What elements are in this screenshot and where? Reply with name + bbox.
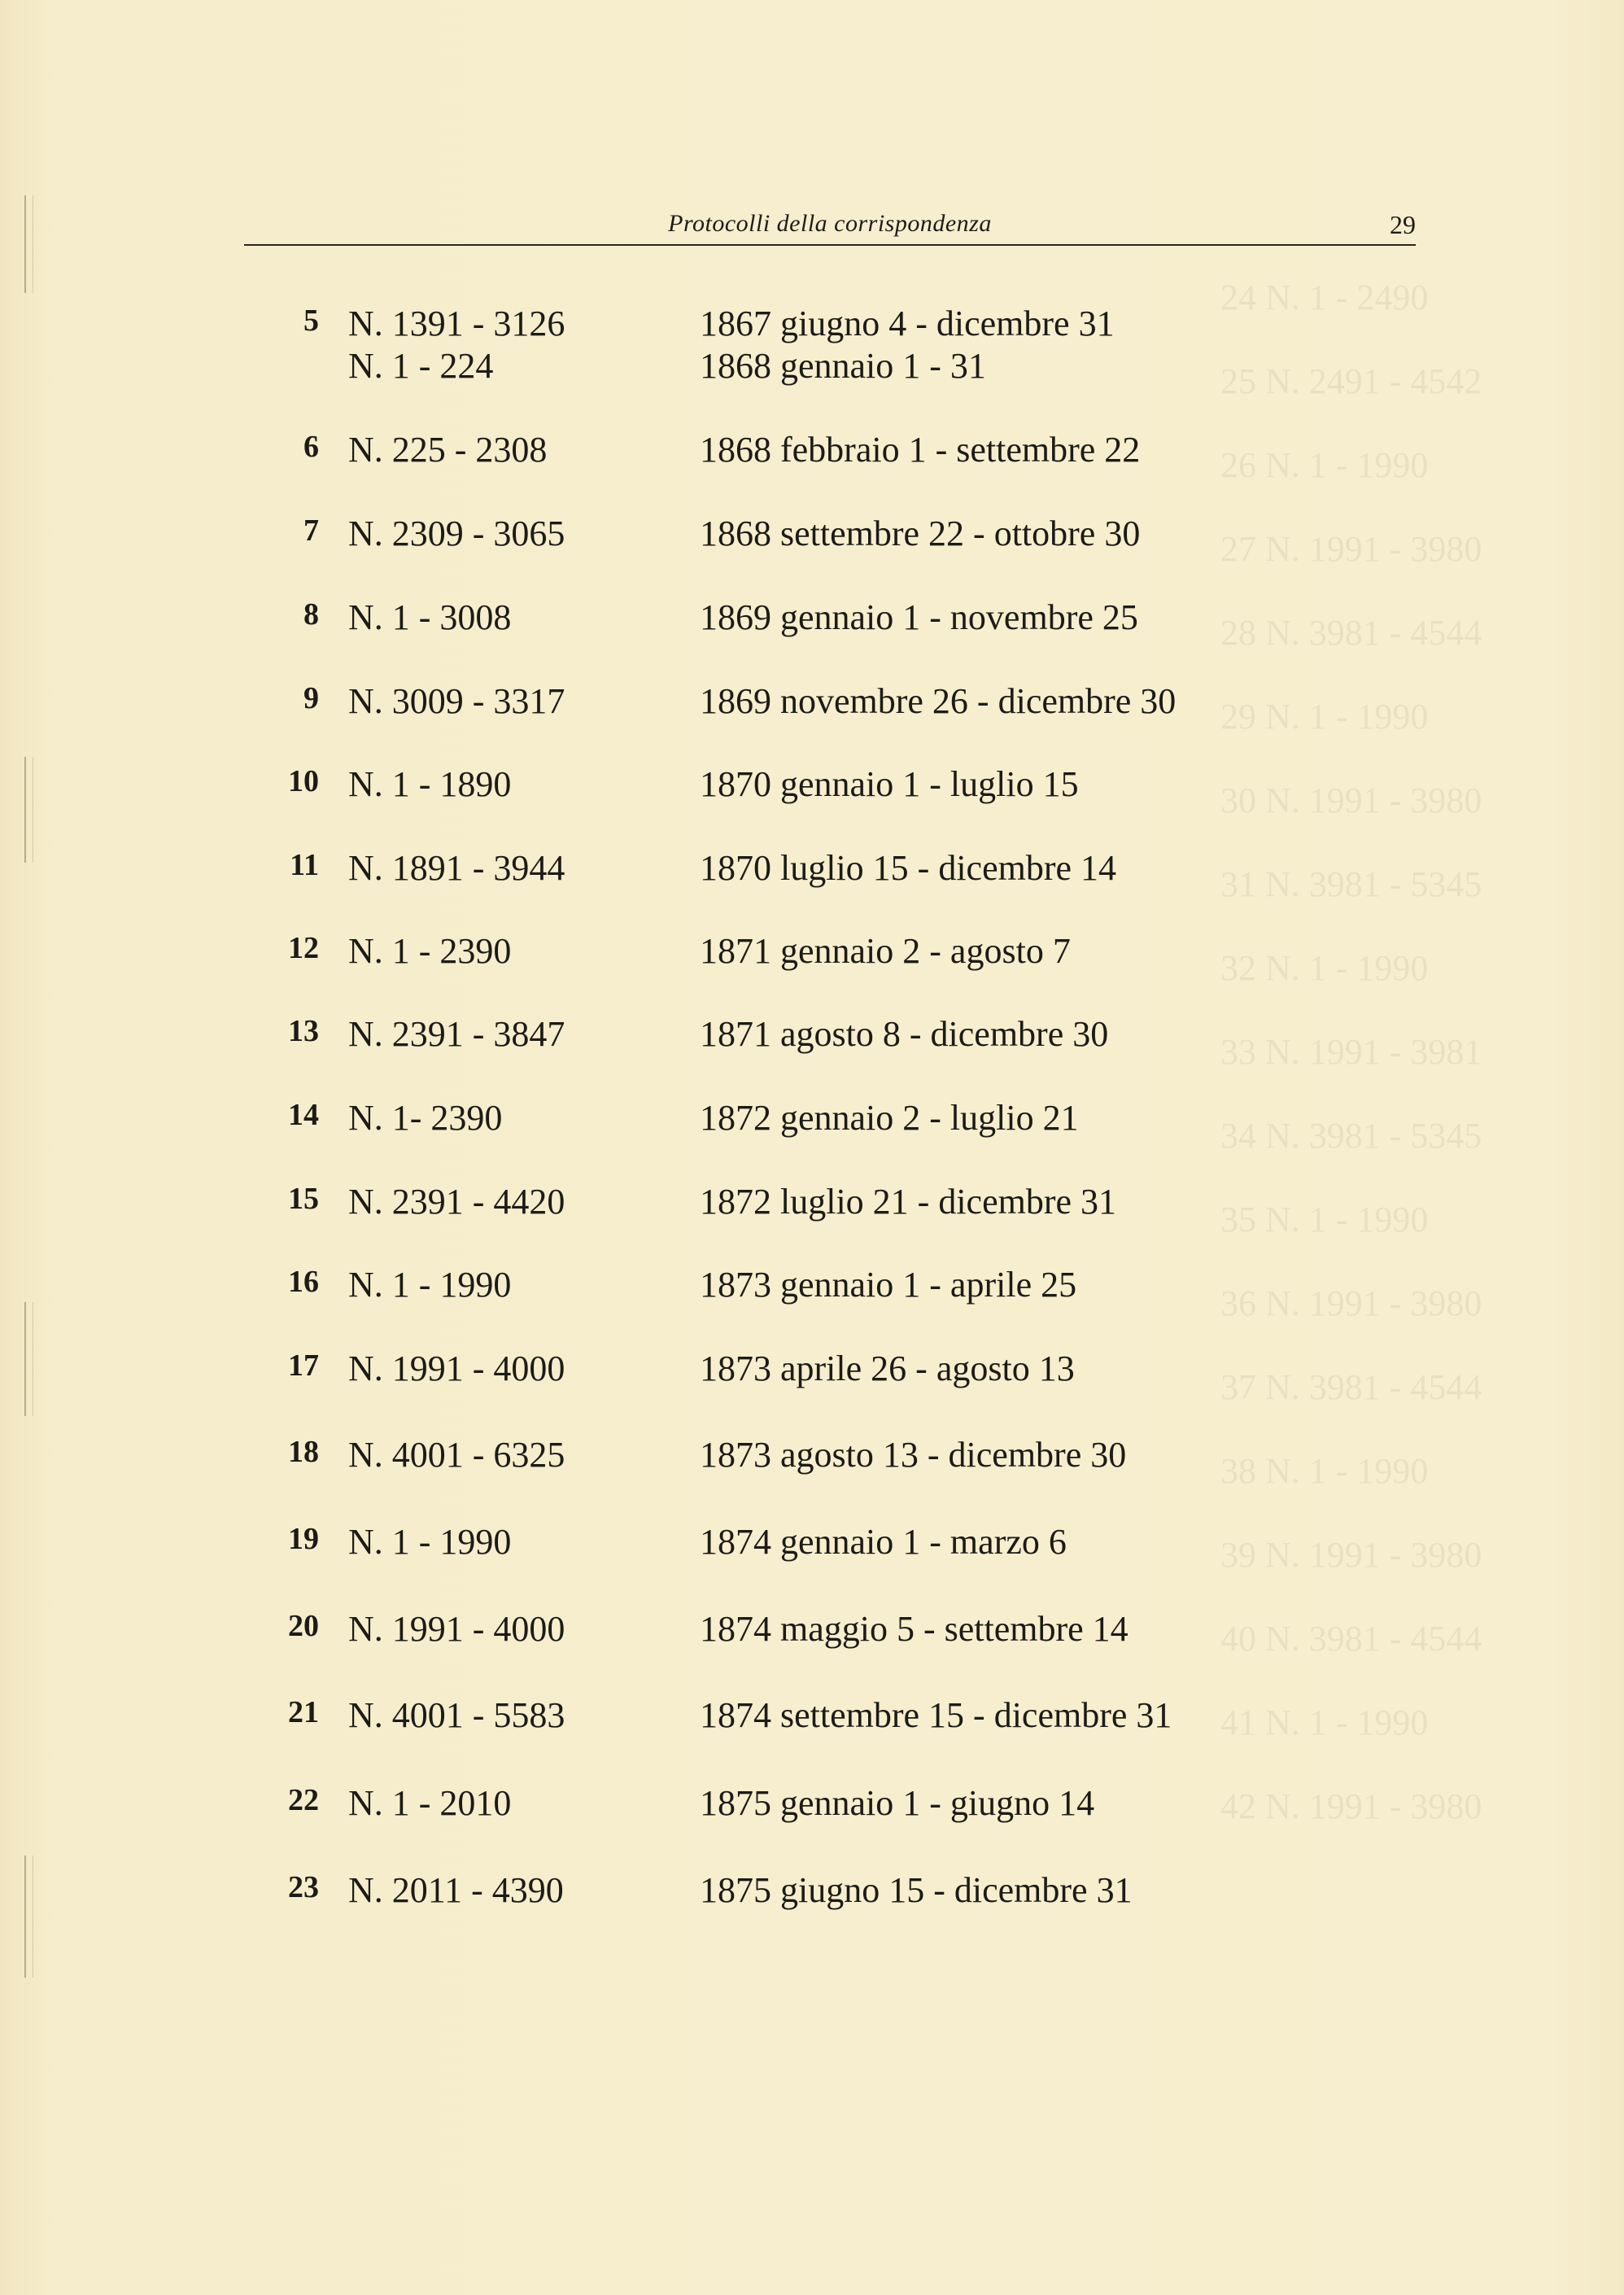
volume-number: 23 bbox=[288, 1870, 319, 1904]
protocol-range: N. 2391 - 3847 bbox=[348, 1014, 565, 1054]
table-row bbox=[0, 1694, 1624, 1776]
volume-number: 10 bbox=[288, 764, 319, 798]
volume-number: 13 bbox=[288, 1014, 319, 1048]
table-row bbox=[0, 597, 1624, 678]
bleed-through-text: 24 N. 1 - 2490 25 N. 2491 - 4542 26 N. 1 - 1990 27 N. 1991 - 3980 28 N. 3981 - 4544 29 N. 1 - 1990 30 N. 1991 - 3980 31 N. 3981 - 5345 32 N. 1 - 1990 33 N. 1991 - 3981 34 N. 3981 - 5345 35 N. 1 - 1990 36 N. 1991 - 3980 37 N. 3981 - 4544 38 N. 1 - 1990 39 N. 1991 - 3980 40 N. 3981 - 4544 41 N. 1 - 1990 42 N. 1991 - 3980 bbox=[1220, 278, 1482, 1826]
table-row bbox=[0, 847, 1624, 929]
page-number: 29 bbox=[1390, 210, 1416, 239]
volume-number: 11 bbox=[290, 848, 319, 882]
table-row bbox=[0, 513, 1624, 594]
protocol-range: N. 1 - 224 bbox=[348, 346, 494, 386]
volume-number: 22 bbox=[288, 1783, 319, 1817]
date-range: 1875 gennaio 1 - giugno 14 bbox=[700, 1783, 1095, 1823]
running-title: Protocolli della corrispondenza bbox=[668, 210, 992, 237]
volume-number: 19 bbox=[288, 1522, 319, 1556]
protocol-range: N. 4001 - 5583 bbox=[348, 1695, 565, 1735]
date-range: 1871 gennaio 2 - agosto 7 bbox=[700, 931, 1071, 971]
table-row bbox=[0, 345, 1624, 426]
date-range: 1874 settembre 15 - dicembre 31 bbox=[700, 1695, 1172, 1735]
volume-number: 16 bbox=[288, 1265, 319, 1299]
volume-number: 5 bbox=[303, 304, 319, 338]
table-row bbox=[0, 1348, 1624, 1429]
protocol-range: N. 1- 2390 bbox=[348, 1098, 503, 1138]
date-range: 1871 agosto 8 - dicembre 30 bbox=[700, 1014, 1109, 1054]
table-row bbox=[0, 763, 1624, 845]
volume-number: 15 bbox=[288, 1182, 319, 1216]
protocol-range: N. 1 - 1990 bbox=[348, 1265, 512, 1305]
date-range: 1873 agosto 13 - dicembre 30 bbox=[700, 1435, 1127, 1475]
volume-number: 18 bbox=[288, 1435, 319, 1469]
date-range: 1874 maggio 5 - settembre 14 bbox=[700, 1609, 1129, 1649]
protocol-range: N. 1991 - 4000 bbox=[348, 1609, 565, 1649]
volume-number: 20 bbox=[288, 1609, 319, 1643]
binding-stitch bbox=[24, 195, 33, 293]
table-row bbox=[0, 1608, 1624, 1690]
volume-number: 7 bbox=[303, 514, 319, 548]
table-row bbox=[0, 930, 1624, 1012]
date-range: 1869 gennaio 1 - novembre 25 bbox=[700, 597, 1138, 637]
volume-number: 17 bbox=[288, 1349, 319, 1383]
volume-number: 12 bbox=[288, 931, 319, 965]
date-range: 1874 gennaio 1 - marzo 6 bbox=[700, 1522, 1067, 1562]
protocol-range: N. 1 - 3008 bbox=[348, 597, 512, 637]
date-range: 1873 aprile 26 - agosto 13 bbox=[700, 1349, 1075, 1388]
protocol-range: N. 1391 - 3126 bbox=[348, 304, 565, 343]
table-row bbox=[0, 1097, 1624, 1178]
date-range: 1870 luglio 15 - dicembre 14 bbox=[700, 848, 1117, 888]
volume-number: 21 bbox=[288, 1695, 319, 1729]
table-row bbox=[0, 1782, 1624, 1864]
volume-number: 6 bbox=[303, 430, 319, 464]
protocol-range: N. 1 - 2390 bbox=[348, 931, 512, 971]
protocol-range: N. 2391 - 4420 bbox=[348, 1182, 565, 1222]
table-row bbox=[0, 1434, 1624, 1515]
table-row bbox=[0, 1869, 1624, 1951]
date-range: 1872 gennaio 2 - luglio 21 bbox=[700, 1098, 1079, 1138]
protocol-range: N. 1 - 2010 bbox=[348, 1783, 512, 1823]
table-row bbox=[0, 1013, 1624, 1095]
date-range: 1875 giugno 15 - dicembre 31 bbox=[700, 1870, 1133, 1910]
protocol-range: N. 1 - 1990 bbox=[348, 1522, 512, 1562]
date-range: 1868 settembre 22 - ottobre 30 bbox=[700, 514, 1141, 553]
table-row bbox=[0, 1181, 1624, 1262]
date-range: 1868 gennaio 1 - 31 bbox=[700, 346, 986, 386]
date-range: 1867 giugno 4 - dicembre 31 bbox=[700, 304, 1115, 343]
date-range: 1868 febbraio 1 - settembre 22 bbox=[700, 430, 1141, 470]
date-range: 1872 luglio 21 - dicembre 31 bbox=[700, 1182, 1117, 1222]
page-header bbox=[244, 203, 1416, 246]
protocol-range: N. 2309 - 3065 bbox=[348, 514, 565, 553]
table-row bbox=[0, 1521, 1624, 1602]
volume-number: 9 bbox=[303, 681, 319, 715]
protocol-range: N. 3009 - 3317 bbox=[348, 681, 565, 721]
date-range: 1869 novembre 26 - dicembre 30 bbox=[700, 681, 1177, 721]
protocol-range: N. 1991 - 4000 bbox=[348, 1349, 565, 1388]
table-row bbox=[0, 1264, 1624, 1345]
date-range: 1870 gennaio 1 - luglio 15 bbox=[700, 764, 1079, 804]
protocol-range: N. 1891 - 3944 bbox=[348, 848, 565, 888]
protocol-range: N. 1 - 1890 bbox=[348, 764, 512, 804]
date-range: 1873 gennaio 1 - aprile 25 bbox=[700, 1265, 1077, 1305]
table-row bbox=[0, 680, 1624, 762]
protocol-range: N. 4001 - 6325 bbox=[348, 1435, 565, 1475]
protocol-range: N. 2011 - 4390 bbox=[348, 1870, 564, 1910]
volume-number: 14 bbox=[288, 1098, 319, 1132]
table-row bbox=[0, 429, 1624, 510]
volume-number: 8 bbox=[303, 597, 319, 632]
protocol-range: N. 225 - 2308 bbox=[348, 430, 548, 470]
